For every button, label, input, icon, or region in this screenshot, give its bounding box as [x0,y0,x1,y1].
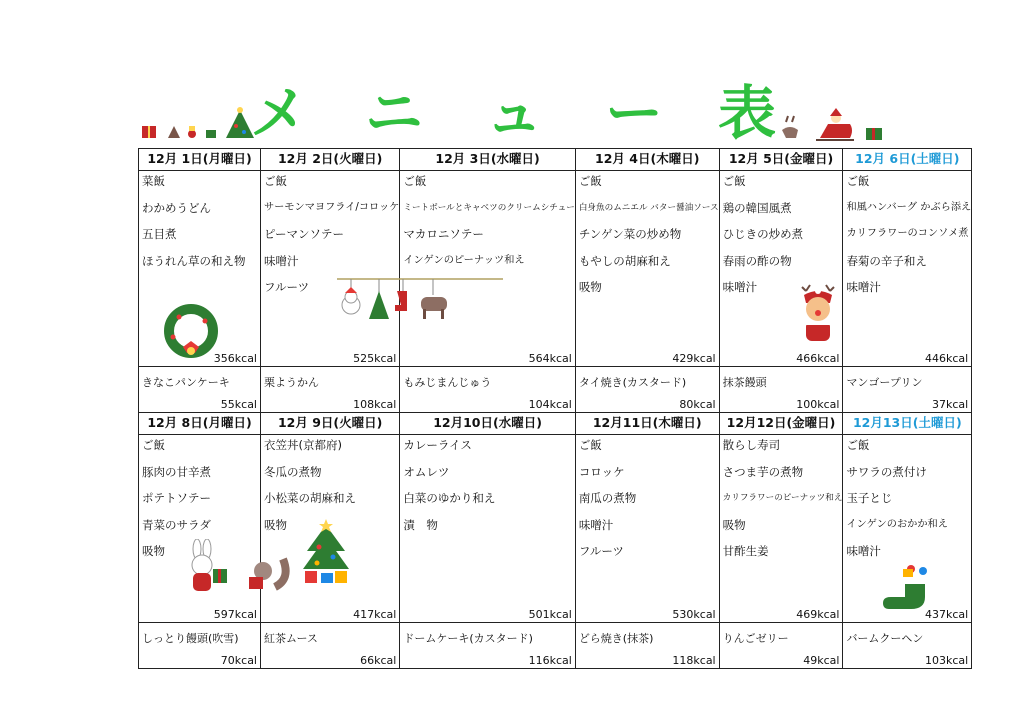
christmas-tree-icon [299,517,353,587]
day-menu-cell [719,435,843,623]
date-header: 12月11日(木曜日) [575,413,719,435]
day-calories: 530kcal [672,608,716,621]
snack-name: しっとり饅頭(吹雪) [142,632,239,645]
dish: オムレツ [403,464,450,479]
week1-snack-row [139,367,972,413]
dish: 菜飯 [142,174,165,188]
snack-cell [843,367,972,413]
dish: ポテトソテー [142,491,211,505]
date-header: 12月 5日(金曜日) [719,149,843,171]
snack-calories: 108kcal [353,398,397,411]
snack-name: りんごゼリー [722,632,789,645]
snack-cell [139,367,261,413]
stocking-icon [881,563,937,613]
day-calories: 356kcal [213,352,257,365]
snack-name: 抹茶饅頭 [722,376,767,389]
dish: インゲンのピーナッツ和え [403,254,525,266]
title-char: 表 [718,79,777,147]
day-menu-cell [261,435,400,623]
dish: ひじきの炒め煮 [722,227,804,241]
snack-name: 紅茶ムース [264,632,318,645]
snack-calories: 80kcal [679,398,716,411]
snack-cell [400,623,575,669]
date-header: 12月 1日(月曜日) [139,149,261,171]
dish: カリフラワーのコンソメ煮 [846,228,969,239]
snack-calories: 55kcal [220,398,257,411]
dish: 春菊の辛子和え [846,253,927,268]
snack-name: きなこパンケーキ [142,376,230,389]
dish: サーモンマヨフライ/コロッケ [264,201,400,213]
dish: ご飯 [142,438,165,452]
snack-name: 栗ようかん [264,376,319,389]
title-char: ニ [365,79,424,147]
date-header: 12月 9日(火曜日) [261,413,400,435]
title-char: ー [605,79,664,147]
dish: 和風ハンバーグ かぶら添え [846,201,972,213]
snack-calories: 70kcal [220,654,257,667]
day-menu-cell [843,171,972,367]
week2-menu-row [139,435,972,623]
day-calories: 501kcal [528,608,572,621]
dish: チンゲン菜の炒め物 [578,227,682,241]
dish: マカロニソテー [403,227,484,241]
day-calories: 564kcal [528,352,572,365]
day-calories: 466kcal [796,352,840,365]
day-calories: 597kcal [213,608,257,621]
dish: 五目煮 [142,227,177,241]
date-header: 12月 2日(火曜日) [261,149,400,171]
dish: ご飯 [846,174,870,188]
snack-cell [261,623,400,669]
snack-cell [719,623,843,669]
dish: 甘酢生姜 [722,544,769,558]
dish: インゲンのおかか和え [846,518,948,530]
date-header-saturday: 12月 6日(土曜日) [843,149,972,171]
dish: 青菜のサラダ [142,517,211,532]
dish: 味噌汁 [578,517,614,532]
dish: ご飯 [578,174,602,188]
dish: 白菜のゆかり和え [403,491,496,505]
day-calories: 525kcal [353,352,397,365]
dish: わかめうどん [142,200,211,215]
dish: ご飯 [264,174,287,188]
snack-name: タイ焼き(カスタード) [578,376,687,389]
snack-calories: 66kcal [360,654,397,667]
snack-calories: 118kcal [672,654,716,667]
day-menu-cell [400,435,575,623]
santa-sleigh-icon [780,108,888,144]
dish: ご飯 [846,438,870,452]
dish: 味噌汁 [722,280,758,294]
day-menu-cell [139,171,261,367]
date-header: 12月 8日(月曜日) [139,413,261,435]
week2-snack-row [139,623,972,669]
date-header: 12月 3日(水曜日) [400,149,575,171]
christmas-decor-left-icon [140,106,260,142]
date-header: 12月12日(金曜日) [719,413,843,435]
dish: ピーマンソテー [264,227,345,241]
snack-cell [719,367,843,413]
snack-calories: 116kcal [528,654,572,667]
snack-calories: 37kcal [932,398,969,411]
menu-table [138,148,972,669]
snack-cell [261,367,400,413]
dish: ご飯 [722,174,746,188]
dish: カレーライス [403,438,472,452]
week2-header-row [139,413,972,435]
dish: カリフラワーのピーナッツ和え [722,493,843,503]
snack-cell [139,623,261,669]
dish: 吸物 [142,544,165,558]
date-header: 12月 4日(木曜日) [575,149,719,171]
week1-menu-row [139,171,972,367]
snack-name: もみじまんじゅう [403,376,492,389]
dish: ほうれん草の和え物 [142,253,246,268]
title-char: メ [250,79,309,147]
dish: 散らし寿司 [722,438,781,452]
dish: 小松菜の胡麻和え [264,491,356,505]
dish: コロッケ [578,464,625,479]
dish: フルーツ [264,280,310,294]
dish: ミートボールとキャベツのクリームシチュー [403,202,575,213]
wreath-icon [159,303,223,359]
day-calories: 429kcal [672,352,716,365]
title-char: ュ [485,79,544,147]
snack-calories: 49kcal [803,654,840,667]
day-calories: 437kcal [925,608,969,621]
week1-header-row [139,149,972,171]
snack-cell [575,367,719,413]
snack-cell [400,367,575,413]
day-menu-cell [575,171,719,367]
dish: 漬 物 [403,517,438,532]
day-calories: 446kcal [925,352,969,365]
dish: もやしの胡麻和え [578,253,671,268]
day-menu-cell [719,171,843,367]
dish: 吸物 [264,517,287,532]
day-menu-cell [139,435,261,623]
page-title [250,79,790,147]
dish: ご飯 [578,438,602,452]
dish: 吸物 [578,280,602,294]
dish: 鶏の韓国風煮 [722,200,792,215]
day-menu-cell [843,435,972,623]
dish: ご飯 [403,174,427,188]
day-menu-cell [575,435,719,623]
snack-calories: 104kcal [528,398,572,411]
reindeer-icon [798,283,838,343]
dish: 南瓜の煮物 [578,491,637,505]
day-menu-cell [400,171,575,367]
snack-cell [575,623,719,669]
dish: サワラの煮付け [846,464,927,479]
snack-cell [843,623,972,669]
dish: 豚肉の甘辛煮 [142,464,211,479]
snack-name: ドームケーキ(カスタード) [403,632,533,645]
dish: 衣笠丼(京都府) [264,438,342,452]
dish: 味噌汁 [846,544,881,558]
snack-name: どら焼き(抹茶) [578,632,654,645]
dish: フルーツ [578,544,624,558]
day-calories: 469kcal [796,608,840,621]
day-calories: 417kcal [353,608,397,621]
date-header-saturday: 12月13日(土曜日) [843,413,972,435]
day-menu-cell [261,171,400,367]
dish: 吸物 [722,517,746,532]
snack-name: マンゴープリン [846,376,923,389]
dish: さつま芋の煮物 [722,464,804,479]
dish: 白身魚のムニエル バター醤油ソース [578,202,719,213]
dish: 玉子とじ [846,491,893,505]
snack-calories: 100kcal [796,398,840,411]
date-header: 12月10日(水曜日) [400,413,575,435]
dish: 味噌汁 [846,280,881,294]
snack-calories: 103kcal [925,654,969,667]
dish: 冬瓜の煮物 [264,464,322,479]
dish: 味噌汁 [264,253,299,268]
dish: 春雨の酢の物 [722,253,792,268]
snack-name: バームクーヘン [846,632,924,645]
